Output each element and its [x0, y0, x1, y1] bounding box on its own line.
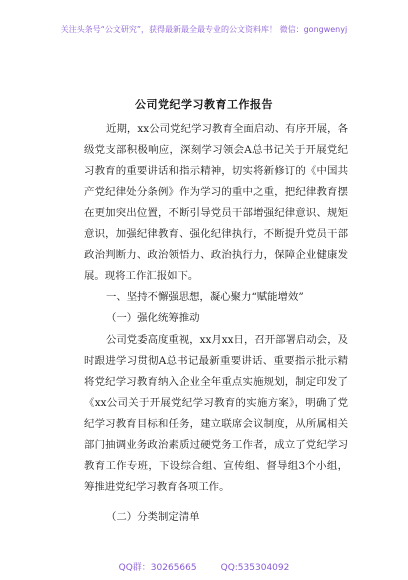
subsection-heading: （二）分类制定清单 — [106, 511, 200, 523]
footer-contact — [0, 560, 408, 573]
paragraph-line: 意识，加强纪律教育、强化纪律执行，不断提升党员干部 — [84, 228, 348, 240]
paragraph-line: 级党支部积极响应，深刻学习领会A总书记关于开展党纪 — [84, 144, 348, 156]
paragraph-line: 时跟进学习贯彻A总书记最新重要讲话、重要指示批示精 — [84, 355, 348, 367]
top-banner: 关注头条号“公文研究”，获得最新最全最专业的公文资料库！ 微信：gongwenyj — [60, 25, 348, 34]
paragraph-line: 政治判断力、政治领悟力、政治执行力，保障企业健康发 — [84, 249, 348, 261]
subsection-heading: （一）强化统筹推动 — [106, 312, 200, 324]
paragraph-line: 纪学习教育目标和任务，建立联席会议制度，从所属相关 — [84, 418, 348, 430]
paragraph-line: 教育工作专班，下设综合组、宣传组、督导组3个小组， — [84, 460, 348, 472]
paragraph-line: 公司党委高度重视，xx月xx日，召开部署启动会，及 — [106, 334, 348, 346]
paragraph-line: 筹推进党纪学习教育各项工作。 — [84, 481, 230, 493]
paragraph-line: 《xx公司关于开展党纪学习教育的实施方案》，明确了党 — [84, 397, 348, 409]
paragraph-line: 将党纪学习教育纳入企业全年重点实施规划，制定印发了 — [84, 376, 348, 388]
paragraph-line: 近期，xx公司党纪学习教育全面启动、有序开展，各 — [106, 123, 348, 135]
footer-qq-number: QQ:535304092 — [220, 563, 290, 573]
paragraph-line: 习教育的重要讲话和指示精神，切实将新修订的《中国共 — [84, 165, 348, 177]
paragraph-line: 产党纪律处分条例》作为学习的重中之重，把纪律教育摆 — [84, 186, 348, 198]
section-heading: 一、坚持不懈强思想，凝心聚力“赋能增效” — [106, 291, 304, 303]
document-title: 公司党纪学习教育工作报告 — [135, 98, 273, 111]
footer-qq-group: QQ群：30265665 — [118, 563, 197, 573]
paragraph-line: 部门抽调业务政治素质过硬党务工作者，成立了党纪学习 — [84, 439, 348, 451]
paragraph-line: 在更加突出位置，不断引导党员干部增强纪律意识、规矩 — [84, 207, 348, 219]
paragraph-line: 展。现将工作汇报如下。 — [84, 270, 199, 282]
